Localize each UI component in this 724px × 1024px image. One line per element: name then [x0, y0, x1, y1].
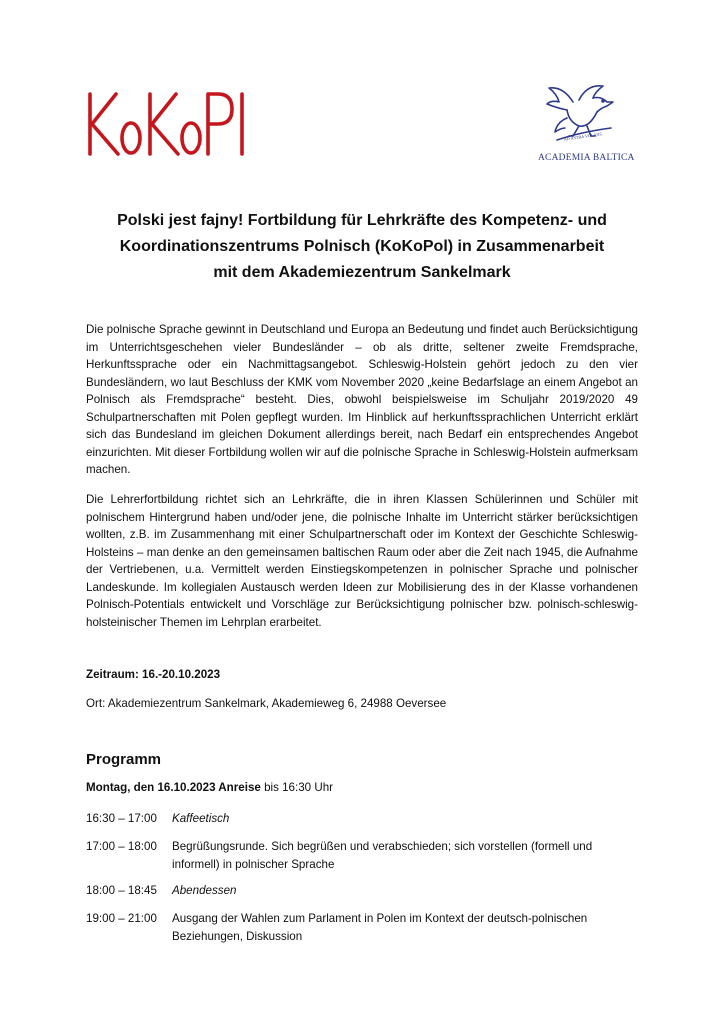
title-line-1: Polski jest fajny! Fortbildung für Lehrkräfte des Kompetenz- und: [117, 212, 607, 229]
intro-paragraph: Die polnische Sprache gewinnt in Deutschland und Europa an Bedeutung und findet auch Berücksichtigung im Unterrichtsgeschehen vieler Bundesländer – ob als dritte, seltener zweite Fremdsprache, Herkunftssprache oder ein Nachmittagsangebot. Schleswig-Holstein gehört jedoch zu den vier Bundesländern, wo laut Beschluss der KMK vom November 2020 „keine Bedarfslage an einem Angebot an Polnisch als Fremdsprache“ besteht. Dies, obwohl beispielsweise im Schuljahr 2019/2020 49 Schulpartnerschaften mit Polen gepflegt wurden. Im Hinblick auf herkunftssprachlichen Unterricht erklärt sich das Bundesland im gleichen Dokument allerdings bereit, nach Bedarf ein entsprechendes Angebot einzurichten. Mit dieser Fortbildung wollen wir auf die polnische Sprache in Schleswig-Holstein aufmerksam machen.: [86, 323, 638, 476]
title-line-2: Koordinationszentrums Polnisch (KoKoPol) in Zusammenarbeit: [119, 238, 605, 255]
ort-text: Ort: Akademiezentrum Sankelmark, Akademieweg 6, 24988 Oeversee: [86, 697, 447, 710]
programm-heading: Programm: [86, 751, 162, 768]
schedule-text: Ausgang der Wahlen zum Parlament in Polen im Kontext der deutsch-polnischen Beziehungen, Diskussion: [172, 912, 588, 943]
schedule-text: Abendessen: [172, 884, 237, 897]
academia-motto: AD ASTRA VOLANS: [563, 131, 603, 142]
zeitraum-text: Zeitraum: 16.-20.10.2023: [86, 668, 221, 681]
schedule-text: Kaffeetisch: [172, 812, 230, 825]
schedule-time: 16:30 – 17:00: [86, 812, 157, 825]
day-heading-bold: Montag, den 16.10.2023 Anreise: [86, 781, 261, 794]
schedule-time: 17:00 – 18:00: [86, 840, 157, 853]
griffin-emblem-icon: [543, 82, 619, 146]
day-heading-rest: bis 16:30 Uhr: [260, 781, 334, 794]
academia-baltica-logo: [538, 82, 635, 163]
kokopol-logo: [86, 88, 248, 165]
title-line-3: mit dem Akademiezentrum Sankelmark: [213, 264, 511, 281]
schedule-time: 18:00 – 18:45: [86, 884, 157, 897]
schedule-time: 19:00 – 21:00: [86, 912, 157, 925]
day-heading: [86, 781, 333, 794]
target-group-paragraph: Die Lehrerfortbildung richtet sich an Lehrkräfte, die in ihren Klassen Schülerinnen und Schüler mit polnischem Hintergrund haben und/oder jene, die polnische Inhalte im Unterricht stärker berücksichtigen wollten, z.B. im Zusammenhang mit einer Schulpartnerschaft oder im Kontext der Geschichte Schleswig-Holsteins – man denke an den gemeinsamen baltischen Raum oder aber die Zeit nach 1945, die Aufnahme der Vertriebenen, u.a. Vermittelt werden Einstiegskompetenzen in polnischer Sprache und polnischer Landeskunde. Im kollegialen Austausch werden Ideen zur Mobilisierung des in der Klasse vorhandenen Polnisch-Potentials entwickelt und Vorschläge zur Berücksichtigung polnischer bzw. polnisch-schleswig-holsteinischer Themen im Lehrplan erarbeitet.: [86, 493, 638, 629]
schedule-text: Begrüßungsrunde. Sich begrüßen und verabschieden; sich vorstellen (formell und informell) in polnischer Sprache: [172, 840, 593, 871]
page-title: [86, 208, 638, 286]
kokopol-logo-graphic: [86, 88, 248, 160]
academia-name: ACADEMIA BALTICA: [538, 153, 635, 163]
